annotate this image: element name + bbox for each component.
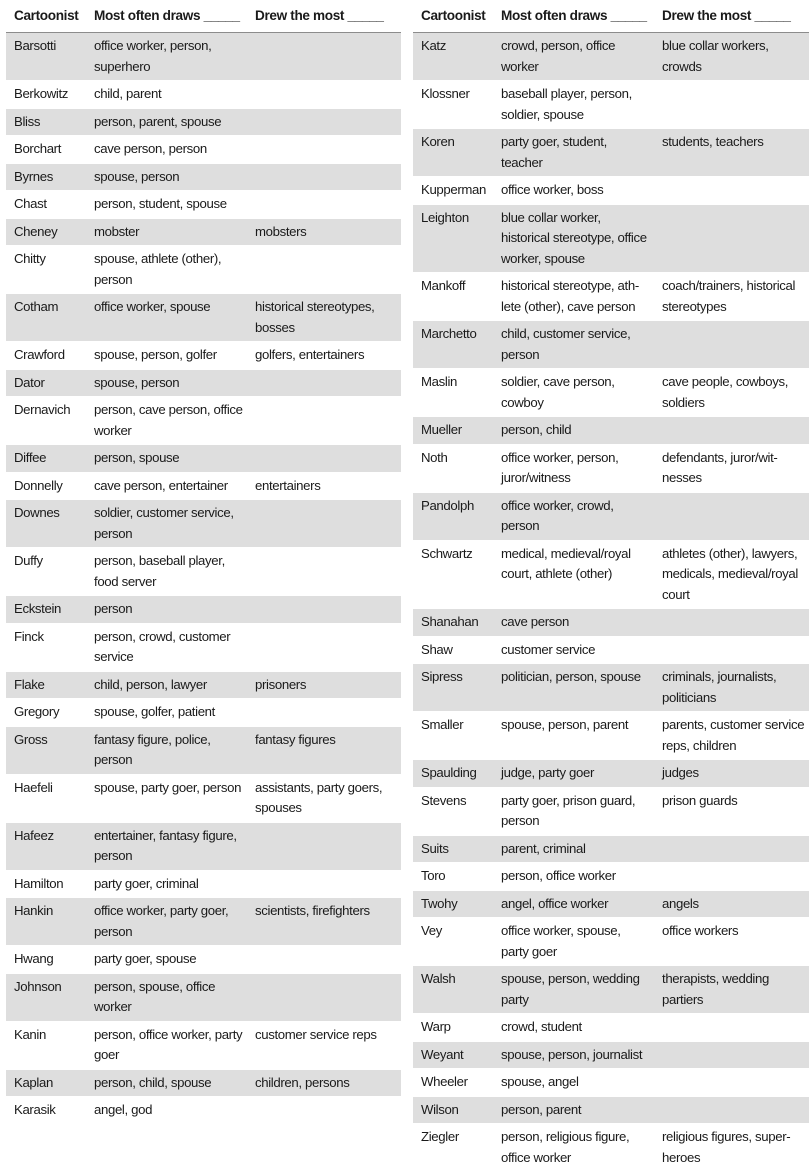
left-table-body xyxy=(6,33,401,1125)
drew-the-most-cell xyxy=(654,1096,809,1124)
cartoonist-cell: Donnelly xyxy=(6,472,86,500)
most-often-draws-cell: person, crowd, customer service xyxy=(86,623,247,671)
most-often-draws-cell: party goer, spouse xyxy=(86,946,247,974)
drew-the-most-cell: office workers xyxy=(654,918,809,966)
drew-the-most-cell xyxy=(247,699,401,727)
most-often-draws-cell: spouse, person, parent xyxy=(493,712,654,760)
table-row xyxy=(413,835,809,863)
table-row xyxy=(6,472,401,500)
most-often-draws-cell: person, child, spouse xyxy=(86,1069,247,1097)
most-often-draws-cell: person, office worker xyxy=(493,863,654,891)
table-row xyxy=(413,1069,809,1097)
most-often-draws-cell: angel, office worker xyxy=(493,890,654,918)
most-often-draws-cell: person, parent xyxy=(493,1096,654,1124)
drew-the-most-cell: blue collar workers, crowds xyxy=(654,33,809,81)
most-often-draws-cell: person, student, spouse xyxy=(86,191,247,219)
cartoonist-cell: Katz xyxy=(413,33,493,81)
drew-the-most-cell: historical stereotypes, bosses xyxy=(247,294,401,342)
cartoonist-cell: Wilson xyxy=(413,1096,493,1124)
drew-the-most-cell xyxy=(654,835,809,863)
most-often-draws-cell: spouse, person xyxy=(86,163,247,191)
cartoonist-cell: Gross xyxy=(6,726,86,774)
table-row xyxy=(6,246,401,294)
most-often-draws-cell: person, child xyxy=(493,417,654,445)
drew-the-most-cell xyxy=(247,596,401,624)
cartoonist-cell: Leighton xyxy=(413,204,493,273)
drew-the-most-cell xyxy=(247,445,401,473)
cartoonist-cell: Haefeli xyxy=(6,774,86,822)
most-often-draws-cell: judge, party goer xyxy=(493,760,654,788)
cartoonist-cell: Hwang xyxy=(6,946,86,974)
drew-the-most-cell xyxy=(247,946,401,974)
most-often-draws-cell: office worker, party goer, person xyxy=(86,898,247,946)
left-header-row xyxy=(6,4,401,33)
cartoonist-cell: Dernavich xyxy=(6,397,86,445)
most-often-draws-cell: spouse, person xyxy=(86,369,247,397)
cartoonist-cell: Suits xyxy=(413,835,493,863)
table-row xyxy=(413,321,809,369)
cartoonist-cell: Duffy xyxy=(6,548,86,596)
drew-the-most-cell: religious figures, super-heroes xyxy=(654,1124,809,1172)
cartoonist-cell: Mankoff xyxy=(413,273,493,321)
table-row xyxy=(6,822,401,870)
cartoonist-cell: Hafeez xyxy=(6,822,86,870)
cartoonist-cell: Chitty xyxy=(6,246,86,294)
table-row xyxy=(413,492,809,540)
table-row xyxy=(6,726,401,774)
table-row xyxy=(413,890,809,918)
cartoonist-cell: Schwartz xyxy=(413,540,493,609)
most-often-draws-cell: cave person, entertainer xyxy=(86,472,247,500)
most-often-draws-cell: fantasy figure, police, person xyxy=(86,726,247,774)
most-often-draws-cell: politician, person, spouse xyxy=(493,664,654,712)
table-row xyxy=(6,898,401,946)
drew-the-most-cell xyxy=(247,1097,401,1125)
drew-the-most-cell xyxy=(247,369,401,397)
cartoonist-cell: Hankin xyxy=(6,898,86,946)
table-row xyxy=(6,548,401,596)
table-row xyxy=(6,81,401,109)
drew-the-most-cell xyxy=(247,397,401,445)
drew-the-most-cell: entertainers xyxy=(247,472,401,500)
drew-the-most-cell: fantasy figures xyxy=(247,726,401,774)
table-row xyxy=(413,204,809,273)
drew-the-most-cell: prison guards xyxy=(654,787,809,835)
most-often-draws-cell: spouse, person, golfer xyxy=(86,342,247,370)
most-often-draws-cell: party goer, prison guard, person xyxy=(493,787,654,835)
drew-the-most-cell xyxy=(247,81,401,109)
table-row xyxy=(413,369,809,417)
drew-the-most-cell: customer service reps xyxy=(247,1021,401,1069)
cartoonist-cell: Barsotti xyxy=(6,33,86,81)
table-row xyxy=(413,81,809,129)
most-often-draws-cell: baseball player, person, soldier, spouse xyxy=(493,81,654,129)
most-often-draws-cell: medical, medieval/royal court, athlete (other) xyxy=(493,540,654,609)
table-row xyxy=(413,444,809,492)
header-most-often-draws: Most often draws _____ xyxy=(86,4,247,33)
most-often-draws-cell: spouse, person, wedding party xyxy=(493,966,654,1014)
cartoonist-cell: Hamilton xyxy=(6,870,86,898)
table-row xyxy=(6,191,401,219)
table-row xyxy=(413,273,809,321)
most-often-draws-cell: child, parent xyxy=(86,81,247,109)
most-often-draws-cell: person, office worker, party goer xyxy=(86,1021,247,1069)
drew-the-most-cell: parents, customer service reps, children xyxy=(654,712,809,760)
most-often-draws-cell: crowd, person, office worker xyxy=(493,33,654,81)
drew-the-most-cell xyxy=(654,81,809,129)
drew-the-most-cell xyxy=(247,163,401,191)
cartoonist-cell: Karasik xyxy=(6,1097,86,1125)
table-row xyxy=(413,177,809,205)
left-table xyxy=(6,4,401,1125)
drew-the-most-cell xyxy=(654,492,809,540)
most-often-draws-cell: party goer, criminal xyxy=(86,870,247,898)
most-often-draws-cell: office worker, person, superhero xyxy=(86,33,247,81)
most-often-draws-cell: soldier, customer service, person xyxy=(86,500,247,548)
cartoonist-cell: Klossner xyxy=(413,81,493,129)
cartoonist-cell: Kupperman xyxy=(413,177,493,205)
cartoonist-cell: Flake xyxy=(6,671,86,699)
header-drew-the-most: Drew the most _____ xyxy=(247,4,401,33)
cartoonist-cell: Koren xyxy=(413,129,493,177)
cartoonist-cell: Maslin xyxy=(413,369,493,417)
drew-the-most-cell xyxy=(247,191,401,219)
table-row xyxy=(413,540,809,609)
cartoonist-cell: Gregory xyxy=(6,699,86,727)
most-often-draws-cell: parent, criminal xyxy=(493,835,654,863)
drew-the-most-cell xyxy=(654,1041,809,1069)
table-row xyxy=(6,136,401,164)
cartoonist-cell: Walsh xyxy=(413,966,493,1014)
drew-the-most-cell: judges xyxy=(654,760,809,788)
table-row xyxy=(413,787,809,835)
drew-the-most-cell xyxy=(654,636,809,664)
table-row xyxy=(413,1041,809,1069)
table-row xyxy=(6,445,401,473)
drew-the-most-cell: students, teachers xyxy=(654,129,809,177)
most-often-draws-cell: mobster xyxy=(86,218,247,246)
table-row xyxy=(6,946,401,974)
table-row xyxy=(6,1097,401,1125)
cartoonist-cell: Vey xyxy=(413,918,493,966)
drew-the-most-cell xyxy=(247,623,401,671)
cartoonist-cell: Dator xyxy=(6,369,86,397)
cartoonist-cell: Wheeler xyxy=(413,1069,493,1097)
cartoonist-cell: Marchetto xyxy=(413,321,493,369)
cartoonist-cell: Eckstein xyxy=(6,596,86,624)
drew-the-most-cell: angels xyxy=(654,890,809,918)
most-often-draws-cell: spouse, person, journalist xyxy=(493,1041,654,1069)
drew-the-most-cell xyxy=(654,1014,809,1042)
most-often-draws-cell: customer service xyxy=(493,636,654,664)
drew-the-most-cell xyxy=(654,1069,809,1097)
cartoonist-cell: Warp xyxy=(413,1014,493,1042)
table-row xyxy=(413,1096,809,1124)
table-row xyxy=(413,760,809,788)
drew-the-most-cell: athletes (other), lawyers, medicals, medieval/royal court xyxy=(654,540,809,609)
cartoonist-cell: Sipress xyxy=(413,664,493,712)
most-often-draws-cell: office worker, person, juror/witness xyxy=(493,444,654,492)
cartoonist-cell: Crawford xyxy=(6,342,86,370)
table-row xyxy=(6,218,401,246)
table-row xyxy=(6,294,401,342)
table-row xyxy=(413,1014,809,1042)
most-often-draws-cell: person, cave person, office worker xyxy=(86,397,247,445)
most-often-draws-cell: office worker, crowd, person xyxy=(493,492,654,540)
cartoonist-cell: Downes xyxy=(6,500,86,548)
drew-the-most-cell xyxy=(654,609,809,637)
cartoonist-cell: Kaplan xyxy=(6,1069,86,1097)
drew-the-most-cell: defendants, juror/wit-nesses xyxy=(654,444,809,492)
drew-the-most-cell: golfers, entertainers xyxy=(247,342,401,370)
table-row xyxy=(6,369,401,397)
cartoonist-cell: Mueller xyxy=(413,417,493,445)
table-row xyxy=(6,1069,401,1097)
most-often-draws-cell: office worker, spouse, party goer xyxy=(493,918,654,966)
table-row xyxy=(413,33,809,81)
most-often-draws-cell: crowd, student xyxy=(493,1014,654,1042)
cartoonist-cell: Ziegler xyxy=(413,1124,493,1172)
most-often-draws-cell: person, spouse, office worker xyxy=(86,973,247,1021)
cartoonist-cell: Berkowitz xyxy=(6,81,86,109)
most-often-draws-cell: person, religious figure, office worker xyxy=(493,1124,654,1172)
cartoonist-cell: Smaller xyxy=(413,712,493,760)
drew-the-most-cell xyxy=(247,108,401,136)
table-row xyxy=(6,870,401,898)
cartoonist-cell: Borchart xyxy=(6,136,86,164)
most-often-draws-cell: angel, god xyxy=(86,1097,247,1125)
cartoonist-cell: Weyant xyxy=(413,1041,493,1069)
table-row xyxy=(413,863,809,891)
most-often-draws-cell: office worker, boss xyxy=(493,177,654,205)
drew-the-most-cell xyxy=(654,177,809,205)
table-row xyxy=(6,774,401,822)
table-row xyxy=(6,397,401,445)
right-table-body xyxy=(413,33,809,1172)
header-cartoonist: Cartoonist xyxy=(6,4,86,33)
table-row xyxy=(413,664,809,712)
most-often-draws-cell: office worker, spouse xyxy=(86,294,247,342)
most-often-draws-cell: child, person, lawyer xyxy=(86,671,247,699)
right-header-row xyxy=(413,4,809,33)
drew-the-most-cell xyxy=(654,417,809,445)
table-row xyxy=(413,1124,809,1172)
cartoonist-cell: Toro xyxy=(413,863,493,891)
most-often-draws-cell: person xyxy=(86,596,247,624)
drew-the-most-cell: cave people, cowboys, soldiers xyxy=(654,369,809,417)
most-often-draws-cell: child, customer service, person xyxy=(493,321,654,369)
most-often-draws-cell: spouse, athlete (other), person xyxy=(86,246,247,294)
cartoonist-cell: Byrnes xyxy=(6,163,86,191)
table-row xyxy=(6,671,401,699)
table-row xyxy=(6,108,401,136)
cartoonist-cell: Pandolph xyxy=(413,492,493,540)
most-often-draws-cell: blue collar worker, historical stereotype, office worker, spouse xyxy=(493,204,654,273)
table-row xyxy=(6,163,401,191)
table-row xyxy=(413,417,809,445)
drew-the-most-cell: mobsters xyxy=(247,218,401,246)
table-row xyxy=(6,623,401,671)
drew-the-most-cell: criminals, journalists, politicians xyxy=(654,664,809,712)
header-cartoonist: Cartoonist xyxy=(413,4,493,33)
cartoonist-cell: Stevens xyxy=(413,787,493,835)
drew-the-most-cell: coach/trainers, historical stereotypes xyxy=(654,273,809,321)
drew-the-most-cell xyxy=(247,870,401,898)
cartoonist-cell: Bliss xyxy=(6,108,86,136)
header-drew-the-most: Drew the most _____ xyxy=(654,4,809,33)
table-row xyxy=(6,342,401,370)
most-often-draws-cell: historical stereotype, ath-lete (other), cave person xyxy=(493,273,654,321)
table-row xyxy=(413,966,809,1014)
cartoonist-cell: Shanahan xyxy=(413,609,493,637)
most-often-draws-cell: cave person xyxy=(493,609,654,637)
table-row xyxy=(6,500,401,548)
table-row xyxy=(6,699,401,727)
drew-the-most-cell xyxy=(247,136,401,164)
cartoonist-cell: Chast xyxy=(6,191,86,219)
drew-the-most-cell xyxy=(654,321,809,369)
most-often-draws-cell: spouse, golfer, patient xyxy=(86,699,247,727)
drew-the-most-cell: scientists, firefighters xyxy=(247,898,401,946)
drew-the-most-cell: children, persons xyxy=(247,1069,401,1097)
table-row xyxy=(413,918,809,966)
cartoonist-cell: Finck xyxy=(6,623,86,671)
drew-the-most-cell: therapists, wedding partiers xyxy=(654,966,809,1014)
most-often-draws-cell: spouse, party goer, person xyxy=(86,774,247,822)
most-often-draws-cell: entertainer, fantasy figure, person xyxy=(86,822,247,870)
cartoonist-cell: Noth xyxy=(413,444,493,492)
cartoonist-cell: Kanin xyxy=(6,1021,86,1069)
cartoonist-cell: Diffee xyxy=(6,445,86,473)
most-often-draws-cell: person, parent, spouse xyxy=(86,108,247,136)
drew-the-most-cell: prisoners xyxy=(247,671,401,699)
drew-the-most-cell: assistants, party goers, spouses xyxy=(247,774,401,822)
drew-the-most-cell xyxy=(247,548,401,596)
table-row xyxy=(413,129,809,177)
drew-the-most-cell xyxy=(247,33,401,81)
left-column xyxy=(6,4,401,1125)
table-row xyxy=(6,1021,401,1069)
drew-the-most-cell xyxy=(654,863,809,891)
most-often-draws-cell: cave person, person xyxy=(86,136,247,164)
right-table xyxy=(413,4,809,1172)
table-row xyxy=(6,33,401,81)
drew-the-most-cell xyxy=(247,500,401,548)
table-row xyxy=(6,596,401,624)
most-often-draws-cell: soldier, cave person, cowboy xyxy=(493,369,654,417)
most-often-draws-cell: person, spouse xyxy=(86,445,247,473)
cartoonist-cell: Twohy xyxy=(413,890,493,918)
cartoonist-cell: Shaw xyxy=(413,636,493,664)
table-row xyxy=(6,973,401,1021)
right-column xyxy=(413,4,809,1172)
drew-the-most-cell xyxy=(247,822,401,870)
cartoonist-cell: Cotham xyxy=(6,294,86,342)
header-most-often-draws: Most often draws _____ xyxy=(493,4,654,33)
cartoonist-cell: Cheney xyxy=(6,218,86,246)
most-often-draws-cell: party goer, student, teacher xyxy=(493,129,654,177)
most-often-draws-cell: spouse, angel xyxy=(493,1069,654,1097)
drew-the-most-cell xyxy=(247,246,401,294)
most-often-draws-cell: person, baseball player, food server xyxy=(86,548,247,596)
table-row xyxy=(413,609,809,637)
table-row xyxy=(413,636,809,664)
cartoonist-cell: Spaulding xyxy=(413,760,493,788)
drew-the-most-cell xyxy=(654,204,809,273)
cartoonist-cell: Johnson xyxy=(6,973,86,1021)
table-row xyxy=(413,712,809,760)
drew-the-most-cell xyxy=(247,973,401,1021)
